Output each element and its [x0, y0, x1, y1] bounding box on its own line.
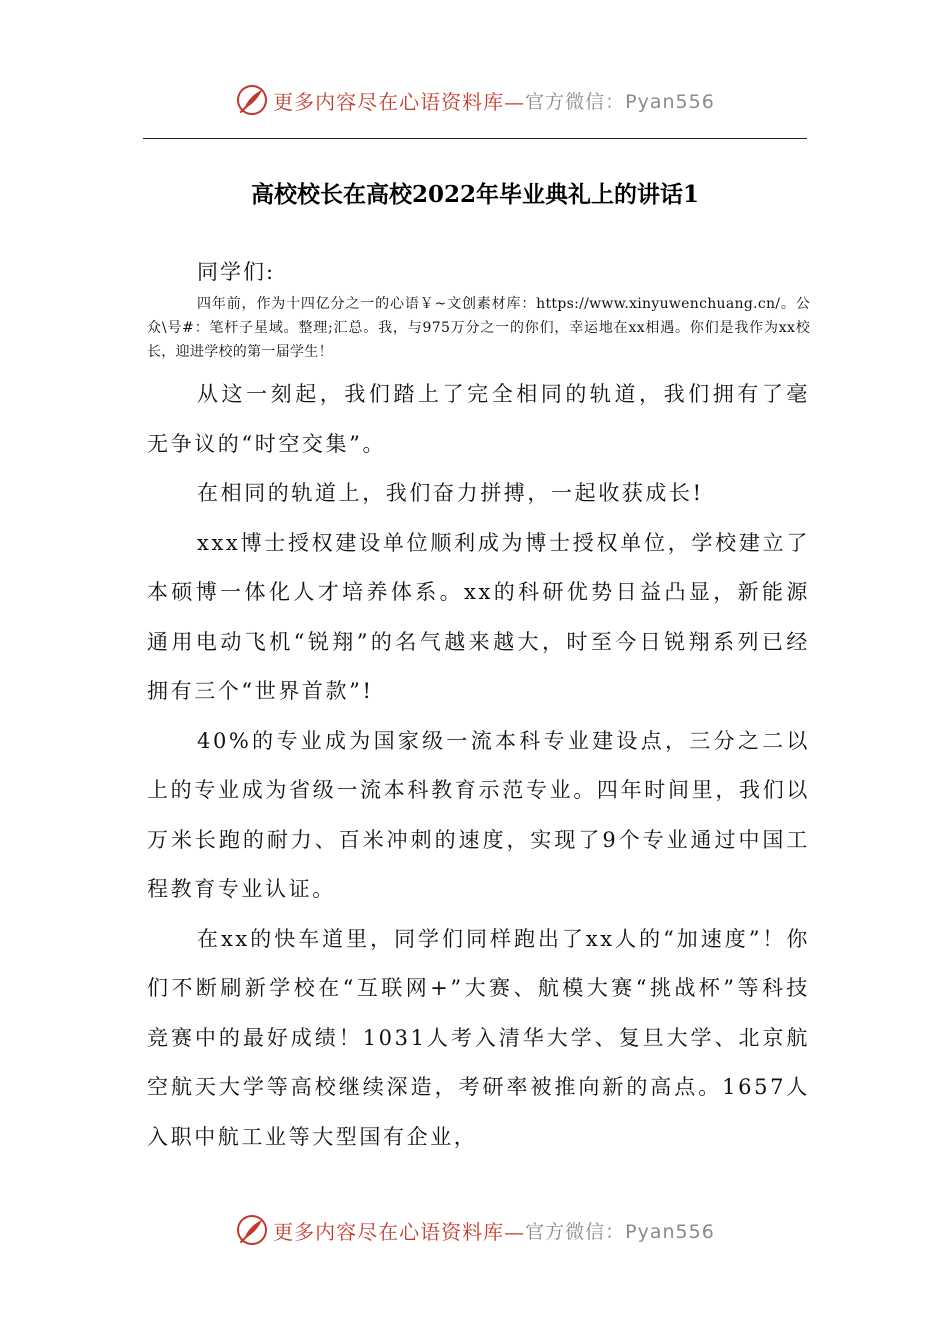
document-title: 高校校长在高校2022年毕业典礼上的讲话1	[250, 181, 700, 208]
document-body	[147, 252, 810, 1162]
header-banner	[0, 78, 950, 122]
banner-main-text: 更多内容尽在心语资料库—	[273, 89, 526, 114]
banner-wechat-text: 官方微信：Pyan556	[525, 1220, 715, 1243]
paragraph: xxx博士授权建设单位顺利成为博士授权单位，学校建立了本硕博一体化人才培养体系。xx的科研优势日益凸显，新能源通用电动飞机“锐翔”的名气越来越大，时至今日锐翔系列已经拥有三个“世界首款”!	[147, 530, 810, 703]
banner-main-text: 更多内容尽在心语资料库—	[273, 1219, 526, 1244]
paragraph: 在相同的轨道上，我们奋力拼搏，一起收获成长!	[197, 481, 704, 505]
banner-wechat-text: 官方微信：Pyan556	[525, 90, 715, 113]
source-notice: 四年前，作为十四亿分之一的心语￥~文创素材库：https://www.xinyuwenchuang.cn/。公众\号#：笔杆子星域。整理;汇总。我，与975万分之一的你们，幸运地在xx相遇。你们是我作为xx校长，迎进学校的第一届学生！	[147, 296, 810, 360]
footer-banner	[0, 1208, 950, 1252]
paragraph: 40%的专业成为国家级一流本科专业建设点，三分之二以上的专业成为省级一流本科教育示范专业。四年时间里，我们以万米长跑的耐力、百米冲刺的速度，实现了9个专业通过中国工程教育专业认证。	[147, 728, 810, 901]
paragraph: 从这一刻起，我们踏上了完全相同的轨道，我们拥有了毫无争议的“时空交集”。	[147, 382, 810, 456]
header-divider	[143, 138, 807, 139]
feather-pen-logo-icon	[235, 1213, 269, 1247]
feather-pen-logo-icon	[235, 83, 269, 117]
paragraph: 在xx的快车道里，同学们同样跑出了xx人的“加速度”！你们不断刷新学校在“互联网+”大赛、航模大赛“挑战杯”等科技竞赛中的最好成绩！1031人考入清华大学、复旦大学、北京航空航天大学等高校继续深造，考研率被推向新的高点。1657人入职中航工业等大型国有企业，	[147, 926, 810, 1149]
salutation: 同学们:	[197, 260, 276, 284]
